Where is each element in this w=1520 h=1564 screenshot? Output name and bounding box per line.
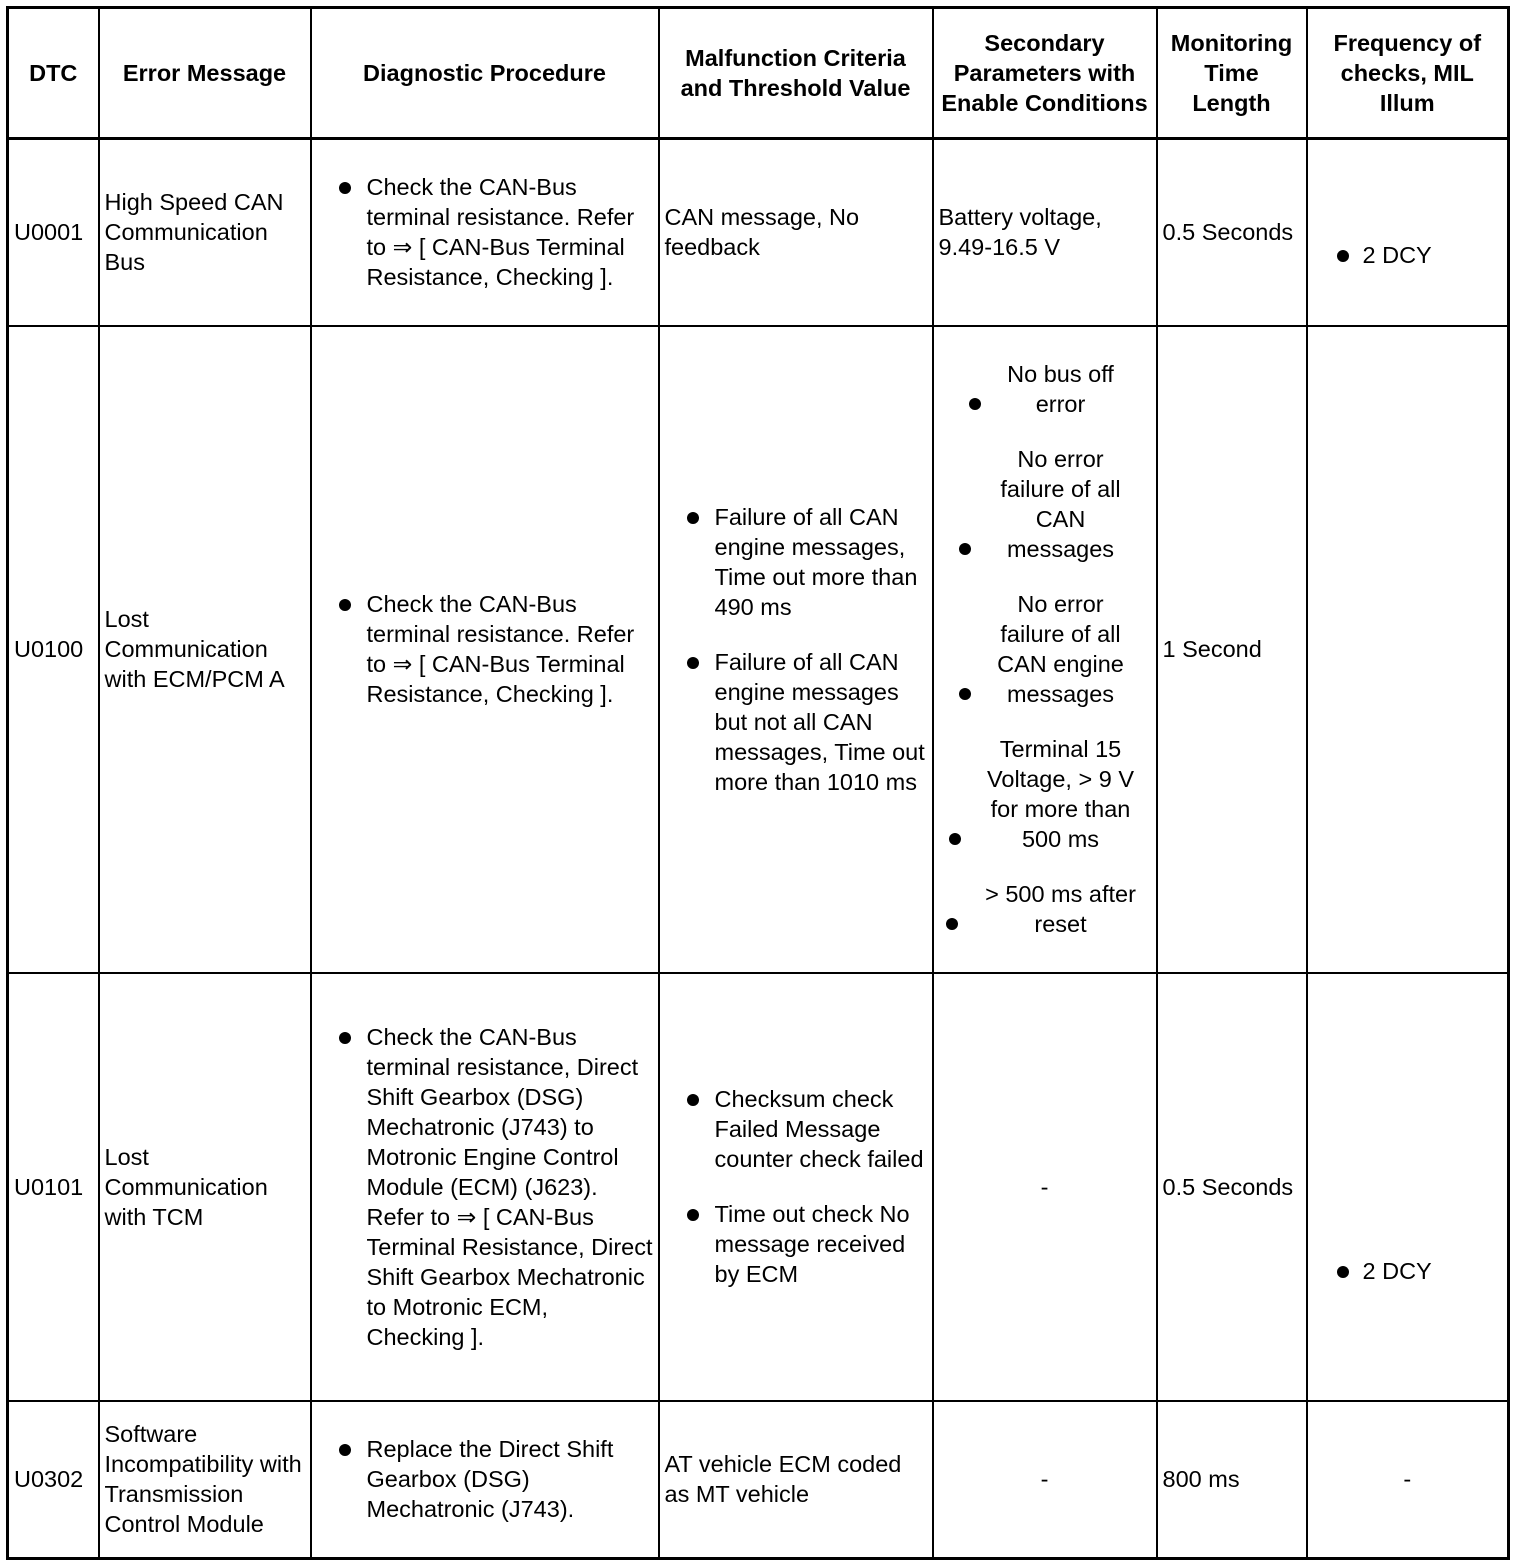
table-row [8, 139, 1509, 326]
frequency [1307, 973, 1509, 1401]
malfunction-criteria: CAN message, No feedback [659, 139, 933, 326]
bullet-icon [959, 543, 971, 555]
diagnostic-procedure [311, 326, 659, 973]
dtc-code: U0302 [8, 1401, 99, 1559]
monitoring-time: 1 Second [1157, 326, 1307, 973]
bullet-icon [946, 918, 958, 930]
header-frequency: Frequency of checks, MIL Illum [1307, 8, 1509, 139]
frequency: - [1307, 1401, 1509, 1559]
malfunction-criteria: AT vehicle ECM coded as MT vehicle [659, 1401, 933, 1559]
table-row [8, 1401, 1509, 1559]
error-message: Lost Communication with TCM [99, 973, 311, 1401]
header-diagnostic-procedure: Diagnostic Procedure [311, 8, 659, 139]
header-monitoring-time: Monitoring Time Length [1157, 8, 1307, 139]
criteria-item: Time out check No message received by ECM [665, 1199, 927, 1289]
secondary-parameters: Battery voltage, 9.49-16.5 V [933, 139, 1157, 326]
dtc-code: U0100 [8, 326, 99, 973]
header-row [8, 8, 1509, 139]
frequency-item: 2 DCY [1313, 240, 1503, 270]
bullet-icon [949, 833, 961, 845]
criteria-item: Failure of all CAN engine messages but not all CAN messages, Time out more than 1010 ms [665, 647, 927, 797]
table-row [8, 326, 1509, 973]
procedure-step: Check the CAN-Bus terminal resistance. Refer to ⇒ [ CAN-Bus Terminal Resistance, Checking ]. [317, 172, 653, 292]
header-dtc: DTC [8, 8, 99, 139]
header-secondary-parameters: Secondary Parameters with Enable Conditions [933, 8, 1157, 139]
criteria-item: Checksum check Failed Message counter check failed [665, 1084, 927, 1174]
secondary-parameters: - [933, 973, 1157, 1401]
procedure-step: Check the CAN-Bus terminal resistance, Direct Shift Gearbox (DSG) Mechatronic (J743) to Motronic Engine Control Module (ECM) (J623). Refer to ⇒ [ CAN-Bus Terminal Resistance, Direct Shift Gearbox Mechatronic to Motronic ECM, Checking ]. [317, 1022, 653, 1352]
procedure-step: Check the CAN-Bus terminal resistance. Refer to ⇒ [ CAN-Bus Terminal Resistance, Checking ]. [317, 589, 653, 709]
bullet-icon [959, 688, 971, 700]
secondary-item: No bus off error [939, 359, 1151, 419]
secondary-parameters [933, 326, 1157, 973]
monitoring-time: 0.5 Seconds [1157, 973, 1307, 1401]
dtc-code: U0101 [8, 973, 99, 1401]
dtc-code: U0001 [8, 139, 99, 326]
secondary-item: No error failure of all CAN engine messages [939, 589, 1151, 709]
header-error-message: Error Message [99, 8, 311, 139]
monitoring-time: 0.5 Seconds [1157, 139, 1307, 326]
monitoring-time: 800 ms [1157, 1401, 1307, 1559]
diagnostic-procedure [311, 1401, 659, 1559]
error-message: Software Incompatibility with Transmission Control Module [99, 1401, 311, 1559]
error-message: Lost Communication with ECM/PCM A [99, 326, 311, 973]
criteria-item: Failure of all CAN engine messages, Time out more than 490 ms [665, 502, 927, 622]
dtc-table [6, 6, 1510, 1560]
frequency-item: 2 DCY [1313, 1256, 1503, 1286]
secondary-item: Terminal 15 Voltage, > 9 V for more than 500 ms [939, 734, 1151, 854]
frequency [1307, 139, 1509, 326]
secondary-parameters: - [933, 1401, 1157, 1559]
frequency [1307, 326, 1509, 973]
bullet-icon [969, 398, 981, 410]
header-malfunction-criteria: Malfunction Criteria and Threshold Value [659, 8, 933, 139]
table-row [8, 973, 1509, 1401]
error-message: High Speed CAN Communication Bus [99, 139, 311, 326]
diagnostic-procedure [311, 973, 659, 1401]
secondary-item: > 500 ms after reset [939, 879, 1151, 939]
malfunction-criteria [659, 973, 933, 1401]
secondary-item: No error failure of all CAN messages [939, 444, 1151, 564]
malfunction-criteria [659, 326, 933, 973]
diagnostic-procedure [311, 139, 659, 326]
procedure-step: Replace the Direct Shift Gearbox (DSG) Mechatronic (J743). [317, 1434, 653, 1524]
